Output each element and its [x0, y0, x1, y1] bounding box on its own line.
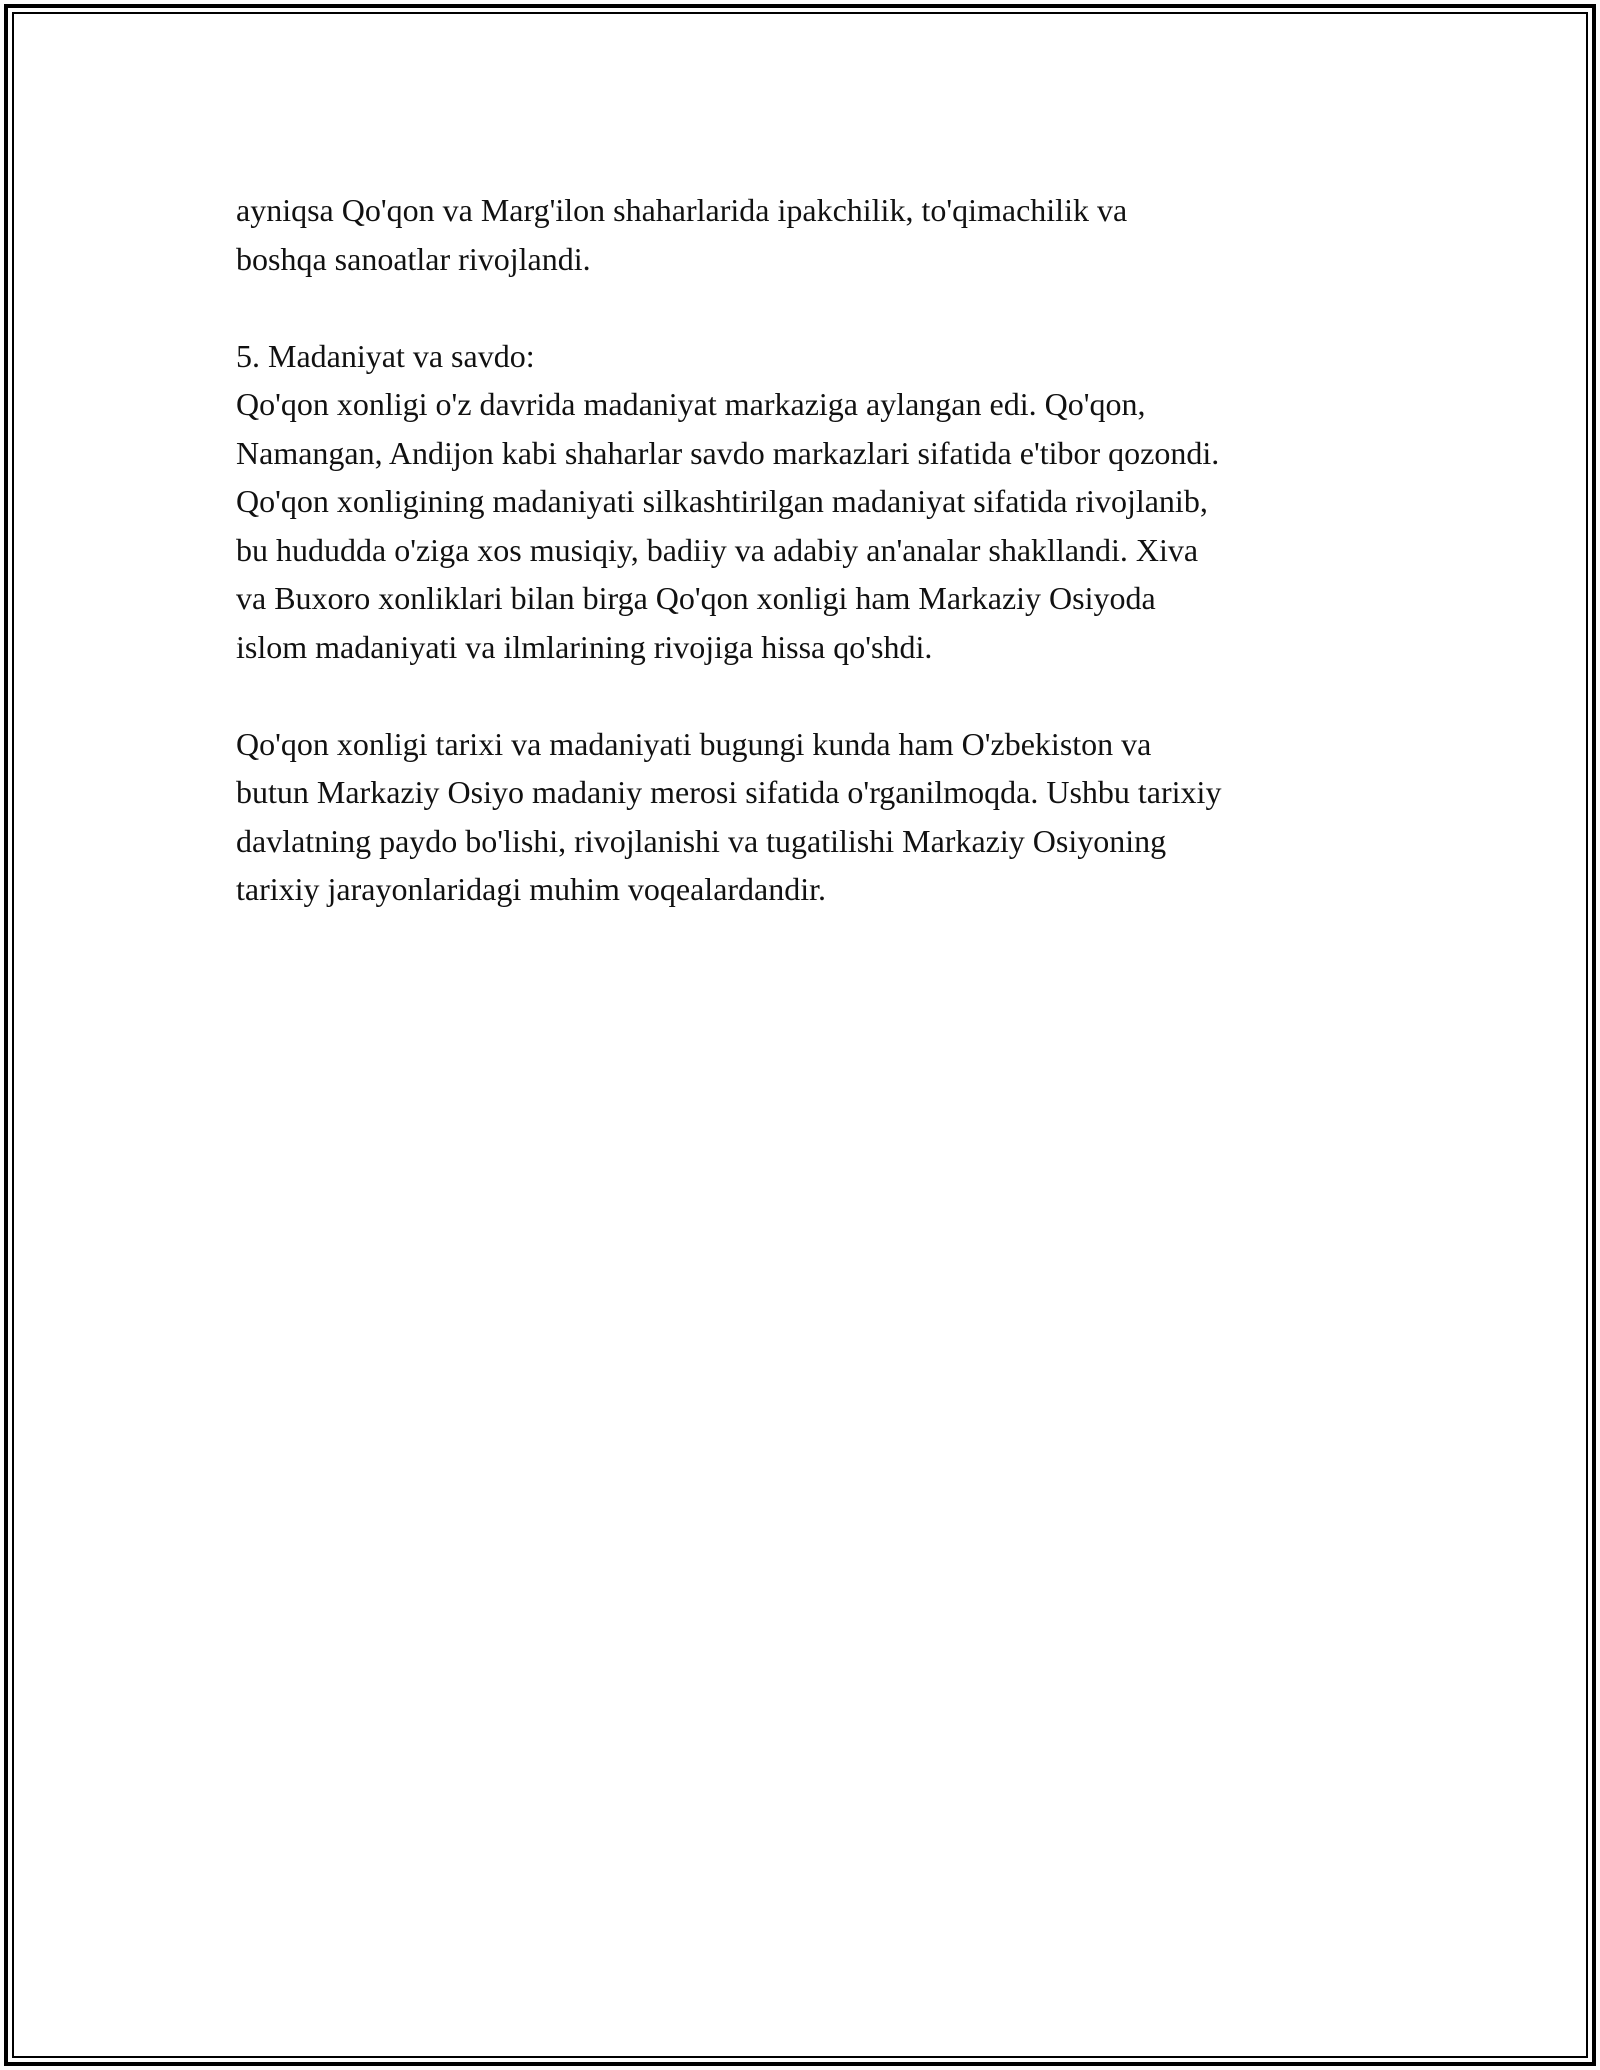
paragraph-conclusion [236, 720, 1386, 914]
text-line: Namangan, Andijon kabi shaharlar savdo markazlari sifatida e'tibor qozondi. [236, 434, 1220, 471]
text-line: va Buxoro xonliklari bilan birga Qo'qon xonligi ham Markaziy Osiyoda [236, 580, 1156, 616]
paragraph-culture-trade [236, 332, 1386, 672]
text-line: ayniqsa Qo'qon va Marg'ilon shaharlarida ipakchilik, to'qimachilik va [236, 192, 1128, 228]
text-line: davlatning paydo bo'lishi, rivojlanishi va tugatilishi Markaziy Osiyoning [236, 822, 1167, 859]
text-line: Qo'qon xonligi o'z davrida madaniyat markaziga aylangan edi. Qo'qon, [236, 386, 1146, 422]
section-heading: 5. Madaniyat va savdo: [236, 337, 535, 374]
text-line: tarixiy jarayonlaridagi muhim voqealardandir. [236, 871, 827, 907]
document-body [236, 186, 1386, 962]
text-line: boshqa sanoatlar rivojlandi. [236, 240, 591, 277]
text-line: bu hududda o'ziga xos musiqiy, badiiy va adabiy an'analar shakllandi. Xiva [236, 531, 1199, 568]
paragraph-industry [236, 186, 1386, 283]
text-line: Qo'qon xonligi tarixi va madaniyati bugungi kunda ham O'zbekiston va [236, 725, 1152, 762]
text-line: islom madaniyati va ilmlarining rivojiga hissa qo'shdi. [236, 628, 933, 665]
text-line: Qo'qon xonligining madaniyati silkashtirilgan madaniyat sifatida rivojlanib, [236, 483, 1208, 519]
text-line: butun Markaziy Osiyo madaniy merosi sifatida o'rganilmoqda. Ushbu tarixiy [236, 774, 1222, 810]
